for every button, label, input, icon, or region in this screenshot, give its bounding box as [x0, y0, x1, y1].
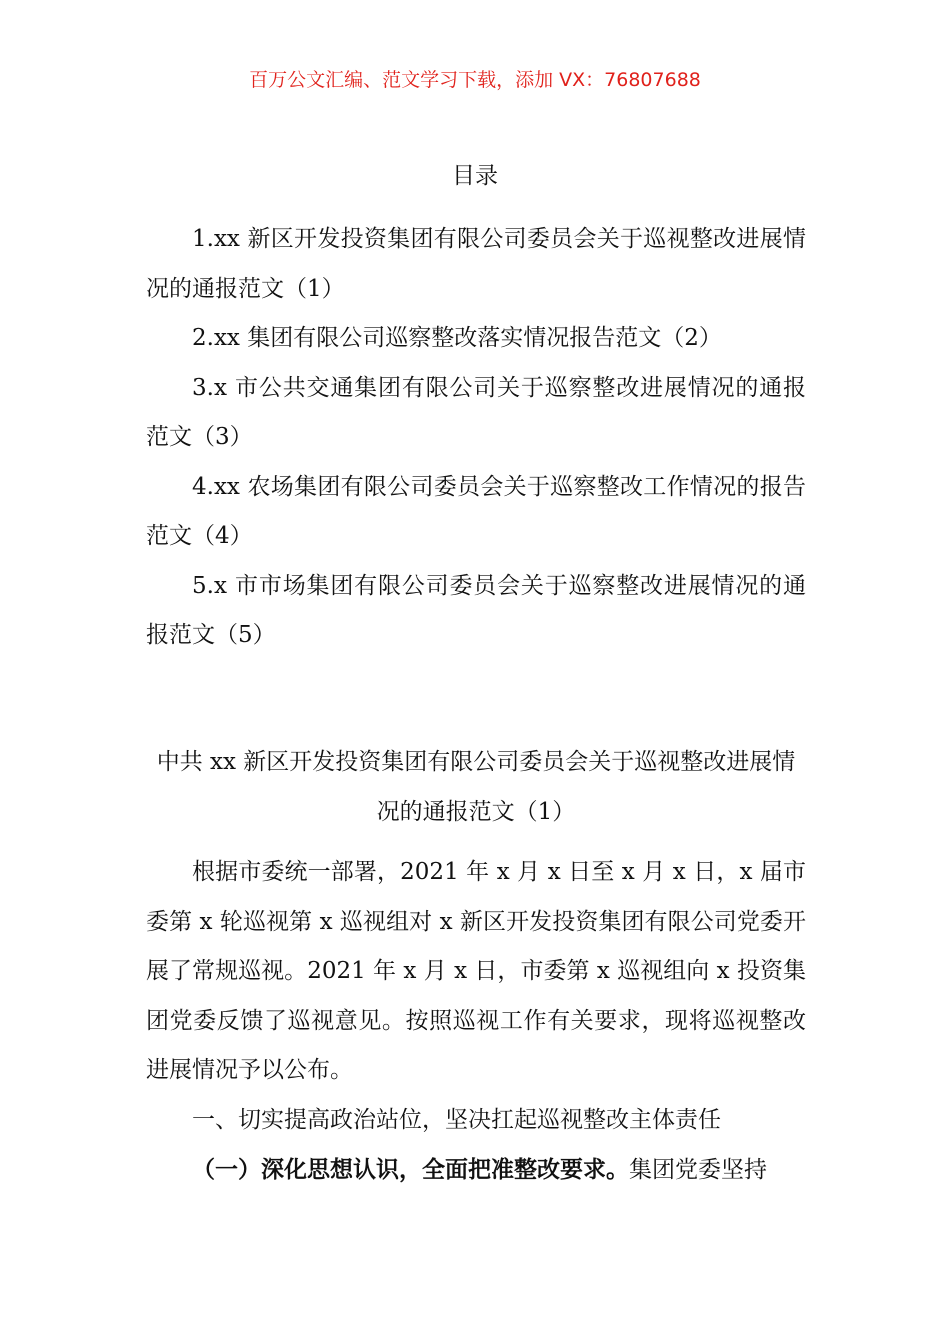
toc-title: 目录 [452, 163, 498, 189]
document-title-line-2: 况的通报范文（1） [376, 798, 576, 825]
document-title-line-1: 中共 xx 新区开发投资集团有限公司委员会关于巡视整改进展情 [156, 749, 796, 775]
promo-banner: 百万公文汇编、范文学习下载，添加 VX：76807688 [249, 69, 701, 91]
section-heading: 一、切实提高政治站位，坚决扛起巡视整改主体责任 [192, 1106, 721, 1133]
subsection-paragraph [146, 1145, 806, 1196]
toc-item-3[interactable]: 3.x 市公共交通集团有限公司关于巡察整改进展情况的通报范文（3） [146, 374, 806, 450]
body-paragraph: 根据市委统一部署，2021 年 x 月 x 日至 x 月 x 日，x 届市委第 x 轮巡视第 x 巡视组对 x 新区开发投资集团有限公司党委开展了常规巡视。2021 年 x 月 x 日，市委第 x 巡视组向 x 投资集团党委反馈了巡视意见。按照巡视工作有关要求，现将巡视整改进展情况予以公布。 [146, 859, 806, 1083]
toc-item-5[interactable]: 5.x 市市场集团有限公司委员会关于巡察整改进展情况的通报范文（5） [146, 572, 806, 648]
document-title [146, 738, 806, 837]
subsection-text: 集团党委坚持 [629, 1157, 767, 1183]
table-of-contents [146, 215, 806, 661]
toc-item-2[interactable]: 2.xx 集团有限公司巡察整改落实情况报告范文（2） [192, 325, 722, 351]
document-body [146, 848, 806, 1196]
subsection-heading: （一）深化思想认识，全面把准整改要求。 [192, 1156, 629, 1183]
toc-item-4[interactable]: 4.xx 农场集团有限公司委员会关于巡察整改工作情况的报告范文（4） [146, 473, 806, 549]
toc-item-1[interactable]: 1.xx 新区开发投资集团有限公司委员会关于巡视整改进展情况的通报范文（1） [146, 226, 806, 302]
